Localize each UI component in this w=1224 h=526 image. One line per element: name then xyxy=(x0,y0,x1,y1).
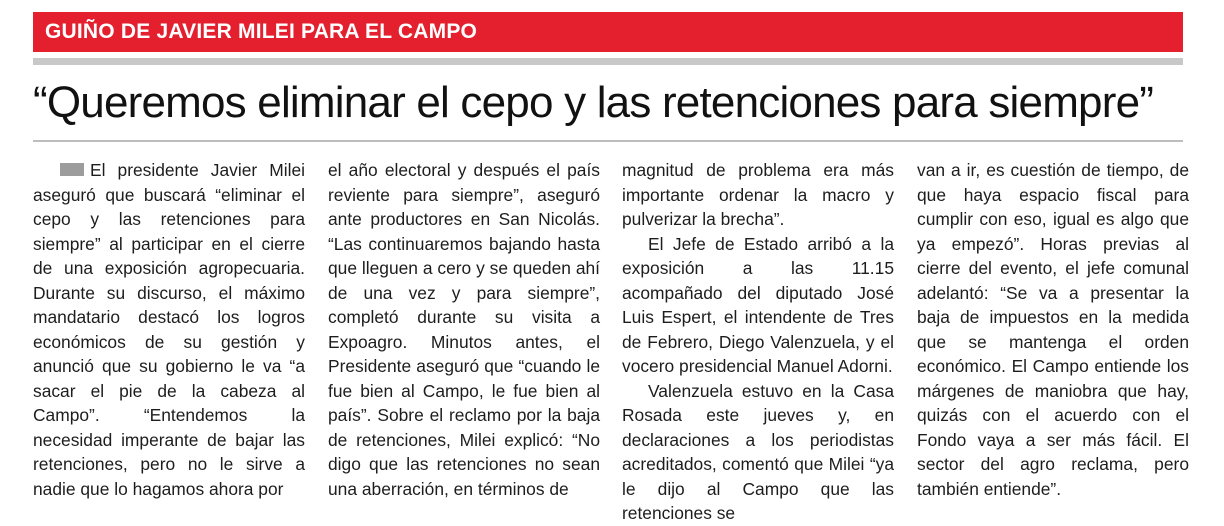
header-divider xyxy=(33,58,1183,65)
section-kicker-bar xyxy=(33,12,1183,52)
article-column-4 xyxy=(917,158,1189,501)
article-headline: “Queremos eliminar el cepo y las retenciones para siempre” xyxy=(33,78,1154,127)
article-paragraph: El Jefe de Estado arribó a la exposición a las 11.15 acompañado del diputado José Luis Espert, el intendente de Tres de Febrero, Diego Valenzuela, y el vocero presidencial Manuel Adorni. xyxy=(622,233,894,376)
article-column-2 xyxy=(328,158,600,501)
article-column-1 xyxy=(33,158,305,501)
article-column-3 xyxy=(622,158,894,526)
paragraph-text: El presidente Javier Milei aseguró que buscará “eliminar el cepo y las retenciones para siempre” al participar en el cierre de una exposición agropecuaria. Durante su discurso, el máximo mandatario destacó los logros económicos de su gestión y anunció que su gobierno le va “a sacar el pie de la cabeza al Campo”. “Entendemos la necesidad imperante de bajar las retenciones, pero no le sirve a nadie que lo hagamos ahora por xyxy=(33,160,305,499)
article-paragraph: van a ir, es cuestión de tiempo, de que haya espacio fiscal para cumplir con eso, igual es algo que ya empezó”. Horas previas al cierre del evento, el jefe comunal adelantó: “Se va a presentar la baja de impuestos en la medida que se mantenga el orden económico. El Campo entiende los márgenes de maniobra que hay, quizás con el acuerdo con el Fondo vaya a ser más fácil. El sector del agro reclama, pero también entiende”. xyxy=(917,160,1189,499)
article-paragraph: el año electoral y después el país reviente para siempre”, aseguró ante productores en San Nicolás. “Las continuaremos bajando hasta que lleguen a cero y se queden ahí de una vez y para siempre”, completó durante su visita a Expoagro. Minutos antes, el Presidente aseguró que “cuando le fue bien al Campo, le fue bien al país”. Sobre el reclamo por la baja de retenciones, Milei explicó: “No digo que las retenciones no sean una aberración, en términos de xyxy=(328,160,600,499)
article-paragraph: Valenzuela estuvo en la Casa Rosada este jueves y, en declaraciones a los periodistas acreditados, comentó que Milei “ya le dijo al Campo que las retenciones se xyxy=(622,380,894,523)
lead-marker-icon xyxy=(60,163,84,176)
article-paragraph xyxy=(33,158,305,501)
section-kicker: GUIÑO DE JAVIER MILEI PARA EL CAMPO xyxy=(45,20,478,43)
headline-divider xyxy=(33,140,1183,142)
article-paragraph: magnitud de problema era más importante ordenar la macro y pulverizar la brecha”. xyxy=(622,160,894,229)
